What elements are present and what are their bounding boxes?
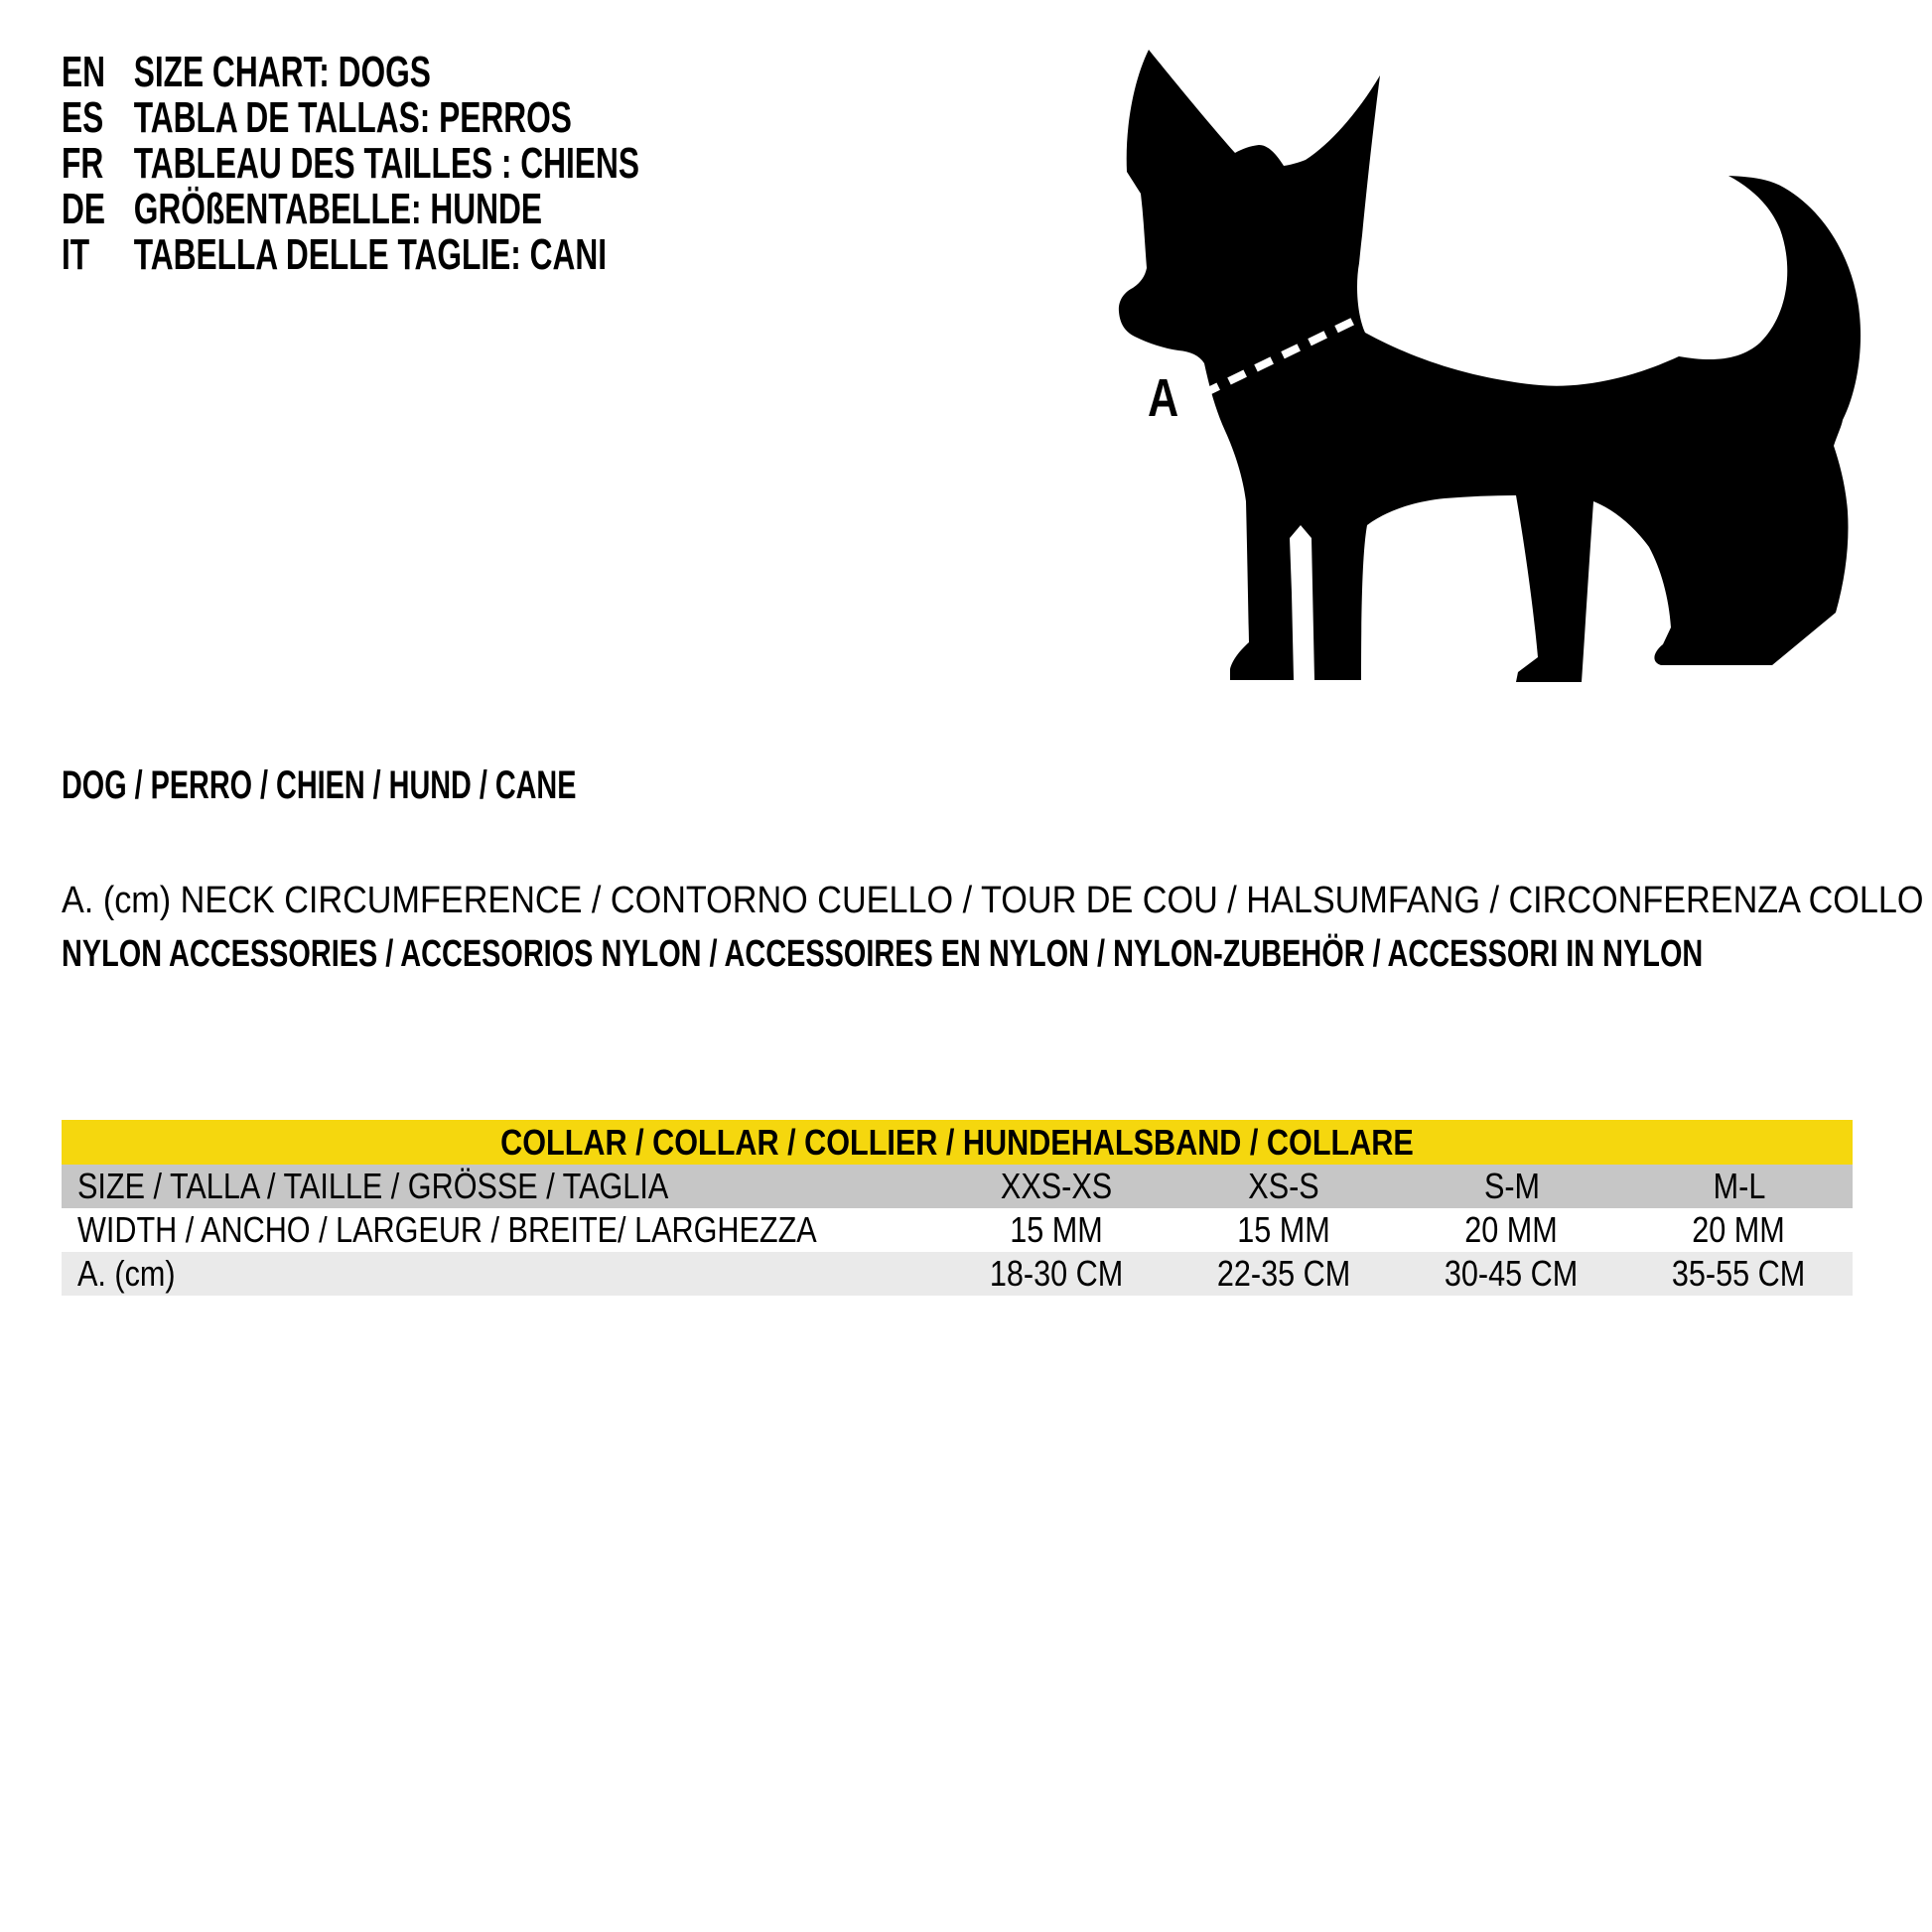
lang-title: SIZE CHART: DOGS (133, 48, 431, 96)
lang-code: DE (62, 185, 106, 233)
collar-size-table (62, 1120, 1853, 1296)
size-value: M-L (1713, 1166, 1765, 1206)
table-row-neck (62, 1252, 1853, 1296)
table-row-size (62, 1165, 1853, 1208)
lang-row-es (62, 95, 864, 141)
lang-row-fr (62, 141, 864, 187)
table-title-bar: COLLAR / COLLAR / COLLIER / HUNDEHALSBAND / COLLARE (62, 1120, 1853, 1165)
lang-title: GRÖßENTABELLE: HUNDE (133, 185, 542, 233)
row-label: WIDTH / ANCHO / LARGEUR / BREITE/ LARGHEZZA (77, 1209, 817, 1250)
animal-caption: DOG / PERRO / CHIEN / HUND / CANE (62, 763, 577, 807)
size-value: XXS-XS (1001, 1166, 1113, 1206)
row-label: SIZE / TALLA / TAILLE / GRÖSSE / TAGLIA (77, 1166, 669, 1206)
neck-value: 18-30 CM (990, 1253, 1124, 1294)
size-value: XS-S (1248, 1166, 1320, 1206)
table-row-width (62, 1208, 1853, 1252)
neck-value: 35-55 CM (1672, 1253, 1806, 1294)
lang-row-en (62, 50, 864, 95)
lang-title: TABELLA DELLE TAGLIE: CANI (133, 230, 608, 279)
dog-silhouette-icon (1117, 35, 1871, 695)
dog-silhouette-figure (1117, 35, 1871, 695)
width-value: 15 MM (1237, 1209, 1331, 1250)
width-value: 20 MM (1464, 1209, 1559, 1250)
lang-code: EN (62, 48, 106, 96)
neck-value: 30-45 CM (1445, 1253, 1579, 1294)
lang-row-it (62, 232, 864, 278)
row-label: A. (cm) (77, 1253, 176, 1294)
lang-code: ES (62, 93, 104, 142)
width-value: 15 MM (1010, 1209, 1104, 1250)
material-note: NYLON ACCESSORIES / ACCESORIOS NYLON / ACCESSOIRES EN NYLON / NYLON-ZUBEHÖR / ACCESSORI IN NYLON (62, 933, 1704, 975)
lang-row-de (62, 187, 864, 232)
measure-point-label: A (1148, 368, 1179, 428)
lang-code: IT (62, 230, 90, 279)
language-title-list (62, 50, 864, 278)
lang-code: FR (62, 139, 104, 188)
width-value: 20 MM (1692, 1209, 1786, 1250)
neck-circumference-note: A. (cm) NECK CIRCUMFERENCE / CONTORNO CUELLO / TOUR DE COU / HALSUMFANG / CIRCONFERENZA COLLO (62, 880, 1924, 921)
dog-silhouette-path (1119, 50, 1861, 682)
size-value: S-M (1483, 1166, 1540, 1206)
lang-title: TABLEAU DES TAILLES : CHIENS (133, 139, 639, 188)
neck-value: 22-35 CM (1217, 1253, 1351, 1294)
lang-title: TABLA DE TALLAS: PERROS (133, 93, 572, 142)
